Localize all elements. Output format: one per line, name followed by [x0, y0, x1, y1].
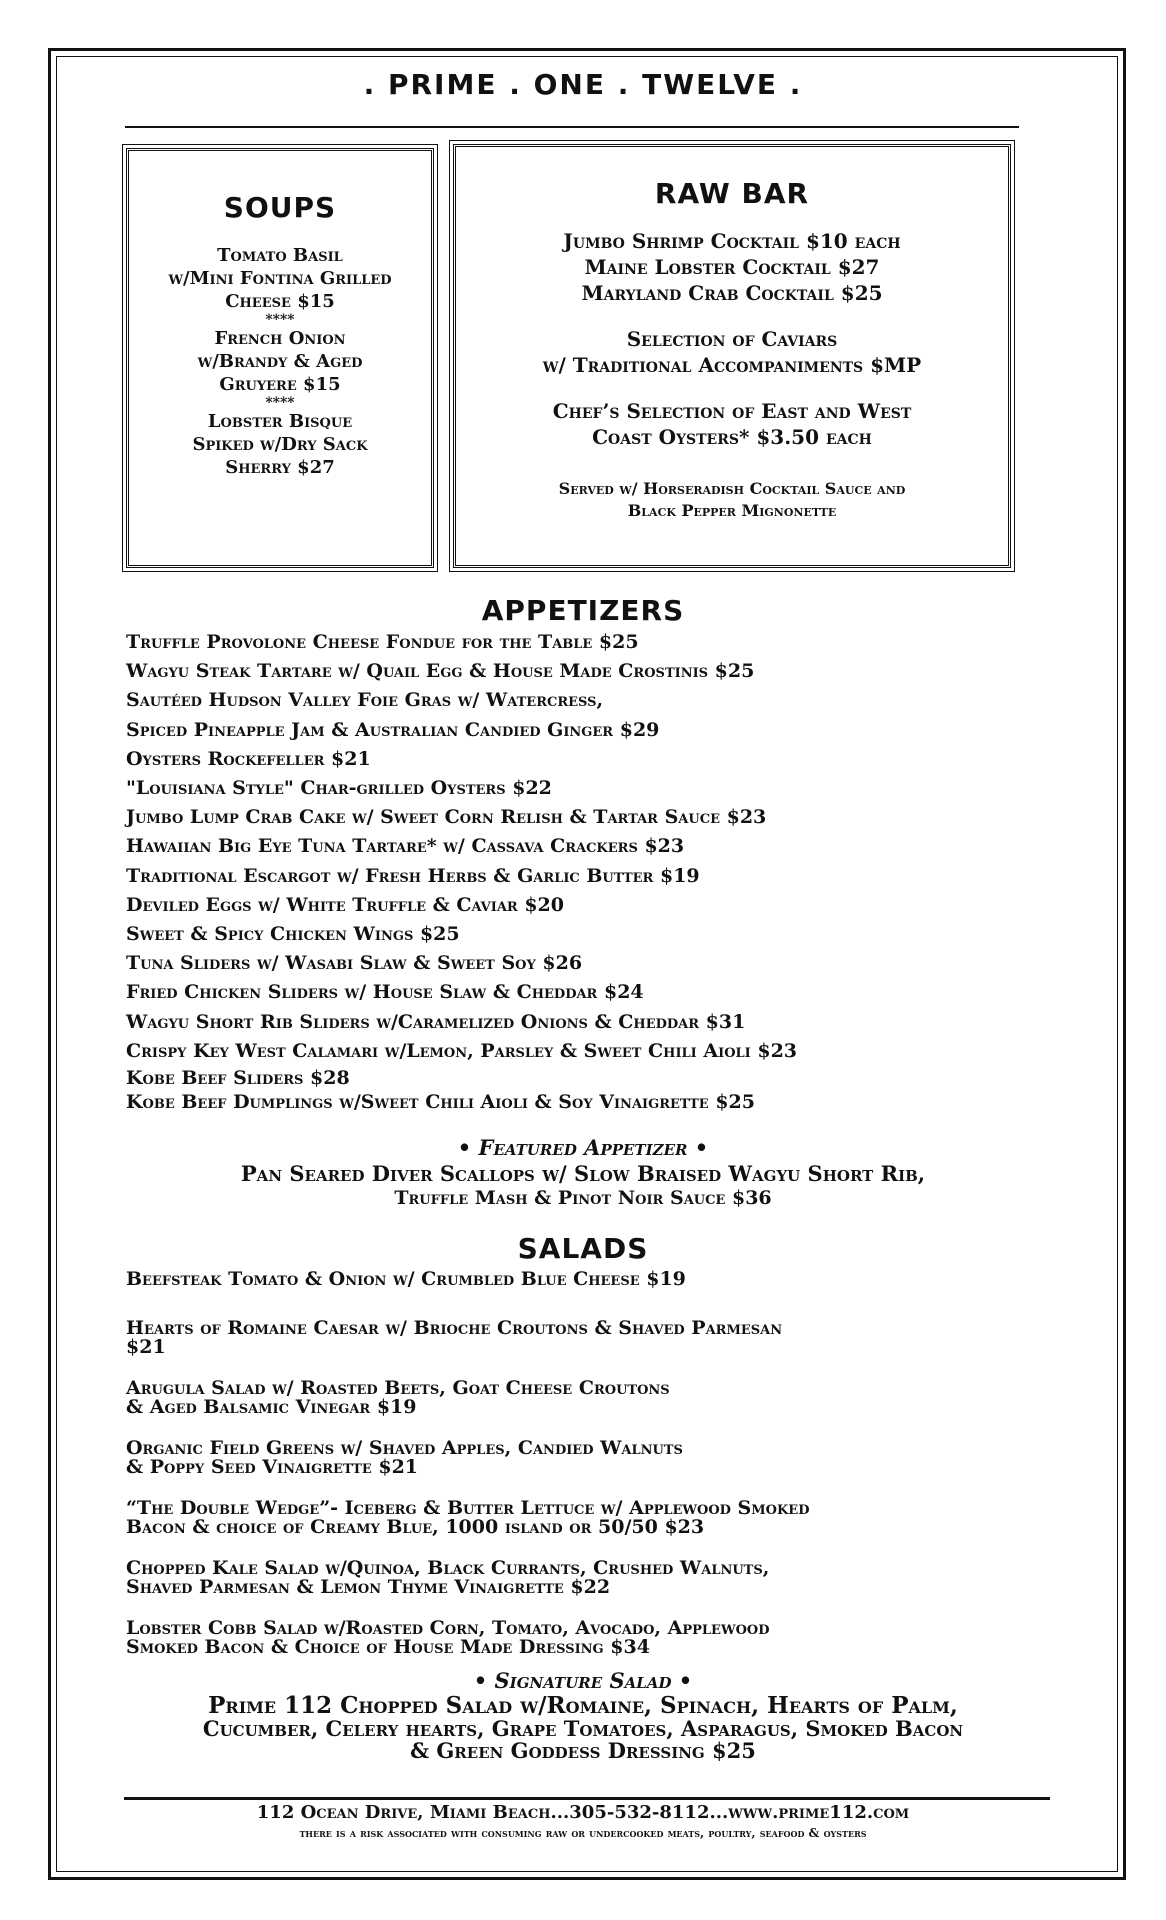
appetizer-item: Jumbo Lump Crab Cake w/ Sweet Corn Relish & Tartar Sauce $23	[126, 806, 767, 829]
salad-line: “The Double Wedge”- Iceberg & Butter Lettuce w/ Applewood Smoked	[126, 1497, 810, 1519]
soup-line: French Onion	[214, 328, 346, 349]
raw-bar-item: Maryland Crab Cocktail $25	[581, 281, 883, 305]
footer-divider	[124, 1797, 1050, 1800]
appetizers-heading: APPETIZERS	[481, 594, 685, 627]
featured-appetizer	[0, 1135, 1166, 1209]
raw-bar-cocktails	[456, 228, 1008, 306]
appetizer-item: Fried Chicken Sliders w/ House Slaw & Cheddar $24	[126, 981, 644, 1004]
soup-line: w/Brandy & Aged	[197, 351, 363, 372]
raw-bar-item: Chef’s Selection of East and West	[552, 399, 912, 423]
soup-separator: ****	[265, 395, 295, 411]
appetizer-item: Kobe Beef Dumplings w/Sweet Chili Aioli & Soy Vinaigrette $25	[126, 1091, 755, 1114]
raw-bar-oysters	[456, 398, 1008, 450]
appetizer-item: Wagyu Short Rib Sliders w/Caramelized Onions & Cheddar $31	[126, 1010, 746, 1033]
soups-heading: SOUPS	[223, 191, 337, 224]
signature-salad-label: • Signature Salad •	[473, 1668, 693, 1693]
appetizer-item: Traditional Escargot w/ Fresh Herbs & Garlic Butter $19	[126, 864, 700, 887]
raw-bar-served-with	[456, 478, 1008, 522]
signature-salad	[0, 1668, 1166, 1762]
salad-line: Chopped Kale Salad w/Quinoa, Black Currants, Crushed Walnuts,	[126, 1557, 770, 1579]
raw-bar-item: Coast Oysters* $3.50 each	[592, 425, 872, 449]
raw-bar-caviar	[456, 326, 1008, 378]
salads-heading: SALADS	[517, 1232, 649, 1265]
footer-address: 112 Ocean Drive, Miami Beach...305-532-8112...www.prime112.com	[256, 1802, 910, 1823]
appetizer-item: Sweet & Spicy Chicken Wings $25	[126, 923, 460, 946]
salad-item	[126, 1319, 1046, 1357]
featured-appetizer-line: Truffle Mash & Pinot Noir Sauce $36	[394, 1187, 772, 1209]
soup-line: w/Mini Fontina Grilled	[168, 268, 392, 289]
salad-item	[126, 1559, 1046, 1597]
soups-box	[126, 148, 434, 568]
appetizer-item: Wagyu Steak Tartare w/ Quail Egg & House Made Crostinis $25	[126, 660, 755, 683]
salad-line: Smoked Bacon & Choice of House Made Dressing $34	[126, 1636, 650, 1658]
raw-bar-heading: RAW BAR	[654, 177, 810, 210]
appetizer-item: Hawaiian Big Eye Tuna Tartare* w/ Cassava Crackers $23	[126, 835, 685, 858]
salad-line: Lobster Cobb Salad w/Roasted Corn, Tomato, Avocado, Applewood	[126, 1617, 770, 1639]
salad-line: & Aged Balsamic Vinegar $19	[126, 1396, 417, 1418]
soup-separator: ****	[265, 312, 295, 328]
appetizer-item: Deviled Eggs w/ White Truffle & Caviar $20	[126, 893, 564, 916]
soup-line: Spiked w/Dry Sack	[192, 434, 368, 455]
salad-line: Arugula Salad w/ Roasted Beets, Goat Cheese Croutons	[126, 1377, 670, 1399]
salad-line: Bacon & choice of Creamy Blue, 1000 island or 50/50 $23	[126, 1516, 705, 1538]
soup-line: Tomato Basil	[217, 245, 343, 266]
salad-line: Organic Field Greens w/ Shaved Apples, Candied Walnuts	[126, 1437, 683, 1459]
appetizer-item: Crispy Key West Calamari w/Lemon, Parsley & Sweet Chili Aioli $23	[126, 1039, 798, 1062]
appetizer-item: Kobe Beef Sliders $28	[126, 1067, 350, 1090]
raw-bar-item: Jumbo Shrimp Cocktail $10 each	[563, 229, 901, 253]
soup-line: Gruyere $15	[219, 374, 341, 395]
footer-disclaimer: there is a risk associated with consuming raw or undercooked meats, poultry, seafood & oysters	[299, 1826, 867, 1840]
salad-item	[126, 1619, 1046, 1657]
signature-salad-line: Cucumber, Celery hearts, Grape Tomatoes, Asparagus, Smoked Bacon	[202, 1716, 964, 1741]
appetizer-item: Oysters Rockefeller $21	[126, 747, 371, 770]
salad-line: $21	[126, 1336, 166, 1358]
soup-line: Cheese $15	[225, 291, 335, 312]
title-divider	[125, 126, 1019, 128]
raw-bar-item: w/ Traditional Accompaniments $MP	[542, 353, 922, 377]
signature-salad-line: & Green Goddess Dressing $25	[410, 1738, 756, 1763]
raw-bar-note-line: Served w/ Horseradish Cocktail Sauce and	[558, 479, 906, 498]
raw-bar-item: Maine Lobster Cocktail $27	[584, 255, 880, 279]
appetizer-list	[126, 628, 1046, 1114]
salad-item	[126, 1379, 1046, 1417]
salad-line: Shaved Parmesan & Lemon Thyme Vinaigrette $22	[126, 1576, 611, 1598]
salad-line: Hearts of Romaine Caesar w/ Brioche Croutons & Shaved Parmesan	[126, 1317, 783, 1339]
signature-salad-line: Prime 112 Chopped Salad w/Romaine, Spinach, Hearts of Palm,	[208, 1692, 958, 1719]
salad-item	[126, 1270, 1046, 1289]
salad-list	[126, 1270, 1046, 1679]
appetizer-item: Spiced Pineapple Jam & Australian Candied Ginger $29	[126, 718, 660, 741]
salad-item	[126, 1499, 1046, 1537]
appetizer-item: Truffle Provolone Cheese Fondue for the Table $25	[126, 631, 639, 653]
soup-line: Sherry $27	[225, 457, 335, 478]
featured-appetizer-label: • Featured Appetizer •	[457, 1135, 709, 1160]
restaurant-title: . PRIME . ONE . TWELVE .	[363, 68, 803, 101]
raw-bar-box	[453, 144, 1011, 568]
raw-bar-item: Selection of Caviars	[626, 327, 838, 351]
salad-line: Beefsteak Tomato & Onion w/ Crumbled Blue Cheese $19	[126, 1268, 686, 1290]
appetizer-item: Tuna Sliders w/ Wasabi Slaw & Sweet Soy $26	[126, 952, 583, 975]
appetizer-item: "Louisiana Style" Char-grilled Oysters $22	[126, 777, 552, 800]
soup-list	[129, 244, 431, 479]
salad-line: & Poppy Seed Vinaigrette $21	[126, 1456, 419, 1478]
raw-bar-note-line: Black Pepper Mignonette	[627, 501, 837, 520]
featured-appetizer-line: Pan Seared Diver Scallops w/ Slow Braised Wagyu Short Rib,	[240, 1161, 926, 1186]
soup-line: Lobster Bisque	[207, 411, 353, 432]
appetizer-item: Sautéed Hudson Valley Foie Gras w/ Watercress,	[126, 689, 604, 712]
salad-item	[126, 1439, 1046, 1477]
